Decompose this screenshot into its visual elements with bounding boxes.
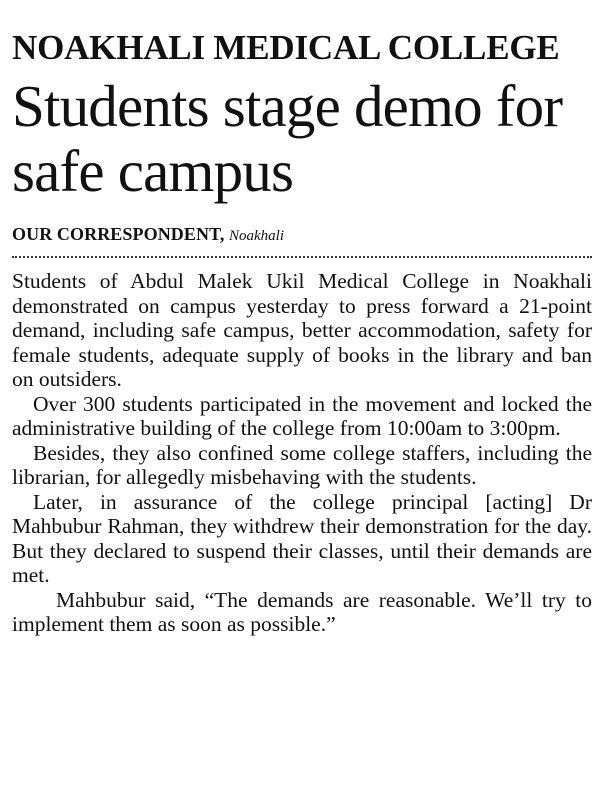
article-body — [12, 269, 592, 637]
kicker-heading: NOAKHALI MEDICAL COLLEGE — [12, 28, 560, 67]
body-paragraph: Besides, they also confined some college staffers, including the librarian, for allegedly misbehaving with the students. — [12, 440, 592, 489]
body-paragraph: Later, in assurance of the college principal [acting] Dr Mahbubur Rahman, they withdrew their demonstration for the day. But they declared to suspend their classes, until their demands are met. — [12, 489, 592, 587]
body-paragraph: Mahbubur said, “The demands are reasonable. We’ll try to implement them as soon as possible.” — [12, 587, 592, 636]
headline: Students stage demo for safe campus — [12, 73, 563, 204]
dotted-divider — [12, 256, 592, 258]
byline-place: Noakhali — [228, 228, 284, 244]
body-paragraph: Over 300 students participated in the movement and locked the administrative building of the college from 10:00am to 3:00pm. — [12, 391, 592, 440]
byline-author: OUR CORRESPONDENT, — [12, 224, 225, 244]
body-paragraph: Students of Abdul Malek Ukil Medical College in Noakhali demonstrated on campus yesterday to press forward a 21-point demand, including safe campus, better accommodation, safety for female students, adequate supply of books in the library and ban on outsiders. — [12, 269, 592, 391]
byline — [12, 222, 592, 248]
news-clipping — [12, 0, 592, 637]
